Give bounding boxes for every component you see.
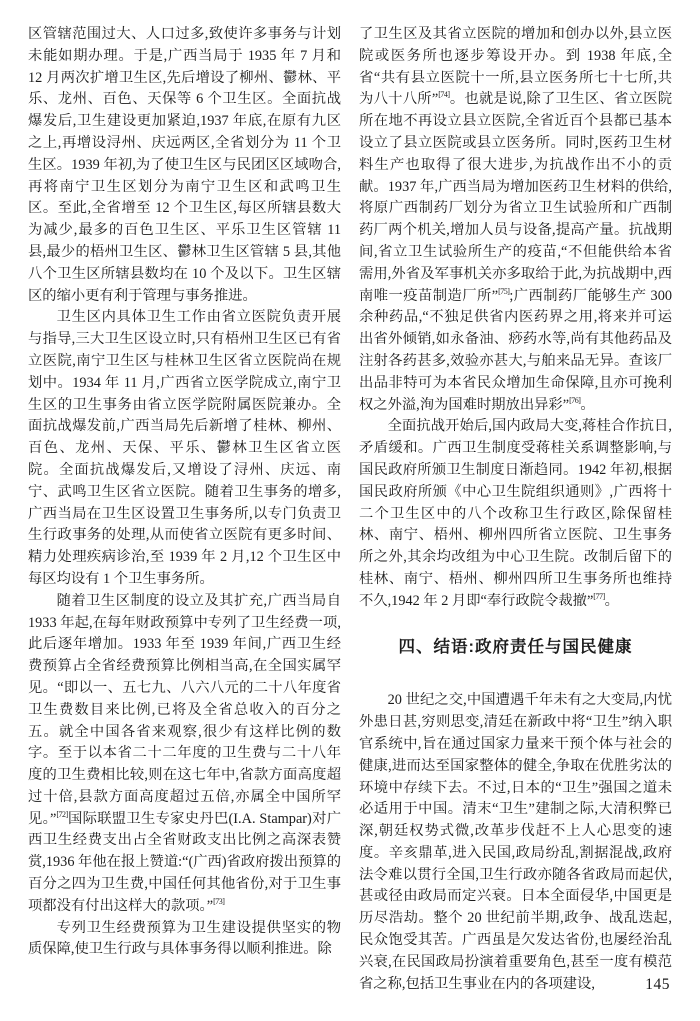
paragraph: 全面抗战开始后,国内政局大变,蒋桂合作抗日,矛盾缓和。广西卫生制度受蒋桂关系调整影响,与国民政府所颁卫生制度日渐趋同。1942 年初,根据国民政府所颁《中心卫生院组织通则》,广西将十二个卫生区中的八个改称卫生行政区,除保留桂林、南宁、梧州、柳州四所省立医院、卫生事务所之外,其余均改组为中心卫生院。改制后留下的桂林、南宁、梧州、柳州四所卫生事务所也维持不久,1942 年 2 月即“奉行政院令裁撤”[77]。 <box>359 418 672 609</box>
section-heading: 四、结语:政府责任与国民健康 <box>398 637 633 656</box>
two-column-layout <box>28 24 672 995</box>
right-column-bottom <box>359 690 672 995</box>
footnote-marker: [74] <box>438 90 450 100</box>
paragraph: 专列卫生经费预算为卫生建设提供坚实的物质保障,使卫生行政与具体事务得以顺利推进。除 <box>28 919 341 958</box>
page-number: 145 <box>645 976 670 993</box>
right-column <box>359 24 672 995</box>
paragraph: 区管辖范围过大、人口过多,致使许多事务与计划未能如期办理。于是,广西当局于 1935 年 7 月和 12 月两次扩增卫生区,先后增设了柳州、鬱林、平乐、龙州、百色、天保等 6 个卫生区。全面抗战爆发后,卫生建设更加紧迫,1937 年底,在原有九区之上,再增设浔州、庆远两区,全省划分为 11 个卫生区。1939 年初,为了使卫生区与民团区区域吻合,再将南宁卫生区划分为南宁卫生区和武鸣卫生区。至此,全省增至 12 个卫生区,每区所辖县数大为减少,最多的百色卫生区、平乐卫生区管辖 11 县,最少的梧州卫生区、鬱林卫生区管辖 5 县,其他八个卫生区所辖县数均在 10 个及以下。卫生区辖区的缩小更有利于管理与事务推进。 <box>28 26 341 304</box>
right-column-top <box>359 24 672 613</box>
paragraph: 卫生区内具体卫生工作由省立医院负责开展与指导,三大卫生区设立时,只有梧州卫生区已有省立医院,南宁卫生区与桂林卫生区省立医院尚在规划中。1934 年 11 月,广西省立医学院成立,南宁卫生区的卫生事务由省立医学院附属医院兼办。全面抗战爆发前,广西当局先后新增了桂林、柳州、百色、龙州、天保、平乐、鬱林卫生区省立医院。全面抗战爆发后,又增设了浔州、庆远、南宁、武鸣卫生区省立医院。随着卫生事务的增多,广西当局在卫生区设置卫生事务所,以专门负责卫生行政事务的处理,从而使省立医院有更多时间、精力处理疾病诊治,至 1939 年 2 月,12 个卫生区中每区均设有 1 个卫生事务所。 <box>28 309 341 587</box>
paragraph: 20 世纪之交,中国遭遇千年未有之大变局,内忧外患日甚,穷则思变,清廷在新政中将“卫生”纳入职官系统中,旨在通过国家力量来干预个体与社会的健康,进而达至国家整体的健全,争取在优胜劣汰的环境中存续下去。不过,日本的“卫生”强国之道未必适用于中国。清末“卫生”建制之际,大清积弊已深,朝廷权势式微,改革步伐赶不上人心思变的速度。辛亥鼎革,进入民国,政局纷乱,割据混战,政府法令难以贯行全国,卫生行政亦随各省政局而起伏,甚或径由政局而定兴衰。日本全面侵华,中国更是历尽浩劫。整个 20 世纪前半期,政争、战乱迭起,民众饱受其苦。广西虽是欠发达省份,也屡经治乱兴衰,在民国政局扮演着重要角色,甚至一度有模范省之称,包括卫生事业在内的各项建设, <box>359 692 672 992</box>
paragraph: 了卫生区及其省立医院的增加和创办以外,县立医院或医务所也逐步筹设开办。到 1938 年底,全省“共有县立医院十一所,县立医务所七十七所,共为八十八所”[74]。也就是说,除了卫生区、省立医院所在地不再设立县立医院,全省近百个县都已基本设立了县立医院或县立医务所。同时,医药卫生材料生产也取得了很大进步,为抗战作出不小的贡献。1937 年,广西当局为增加医药卫生材料的供给,将原广西制药厂划分为省立卫生试验所和广西制药厂两个机关,增加人员与设备,提高产量。抗战期间,省立卫生试验所生产的疫苗,“不但能供给本省需用,外省及军事机关亦多取给于此,为抗战期中,西南唯一疫苗制造厂所”[75];广西制药厂能够生产 300 余种药品,“不独足供省内医药界之用,将来并可运出省外倾销,如永备油、痧药水等,尚有其他药品及注射各药甚多,效验亦甚大,与舶来品无异。查该厂出品非特可为本省民众增加生命保障,且亦可挽利权之外溢,洵为国难时期放出异彩”[76]。 <box>359 26 672 413</box>
footnote-marker: [72] <box>56 809 68 819</box>
footnote-marker: [76] <box>569 395 581 405</box>
paragraph: 随着卫生区制度的设立及其扩充,广西当局自 1933 年起,在每年财政预算中专列了卫生经费一项,此后逐年增加。1933 年至 1939 年间,广西卫生经费预算占全省经费预算比例相当高,在全国实属罕见。“即以一、五七九、八六八元的二十八年度省卫生费数目来比例,已将及全省总收入的百分之五。就全中国各省来观察,很少有这样比例的数字。至于以本省二十二年度的卫生费与二十八年度的卫生费相比较,则在这七年中,省款方面高度超过十倍,县款方面高度超过五倍,亦属全中国所罕见。”[72]国际联盟卫生专家史丹巴(I.A. Stampar)对广西卫生经费支出占全省财政支出比例之高深表赞赏,1936 年他在报上赞道:“(广西)省政府拨出预算的百分之四为卫生费,中国任何其他省份,对于卫生事项都没有付出这样大的款项。”[73] <box>28 592 341 914</box>
left-column <box>28 24 341 995</box>
footnote-marker: [77] <box>593 591 605 601</box>
footnote-marker: [75] <box>498 286 510 296</box>
footnote-marker: [73] <box>213 897 225 907</box>
